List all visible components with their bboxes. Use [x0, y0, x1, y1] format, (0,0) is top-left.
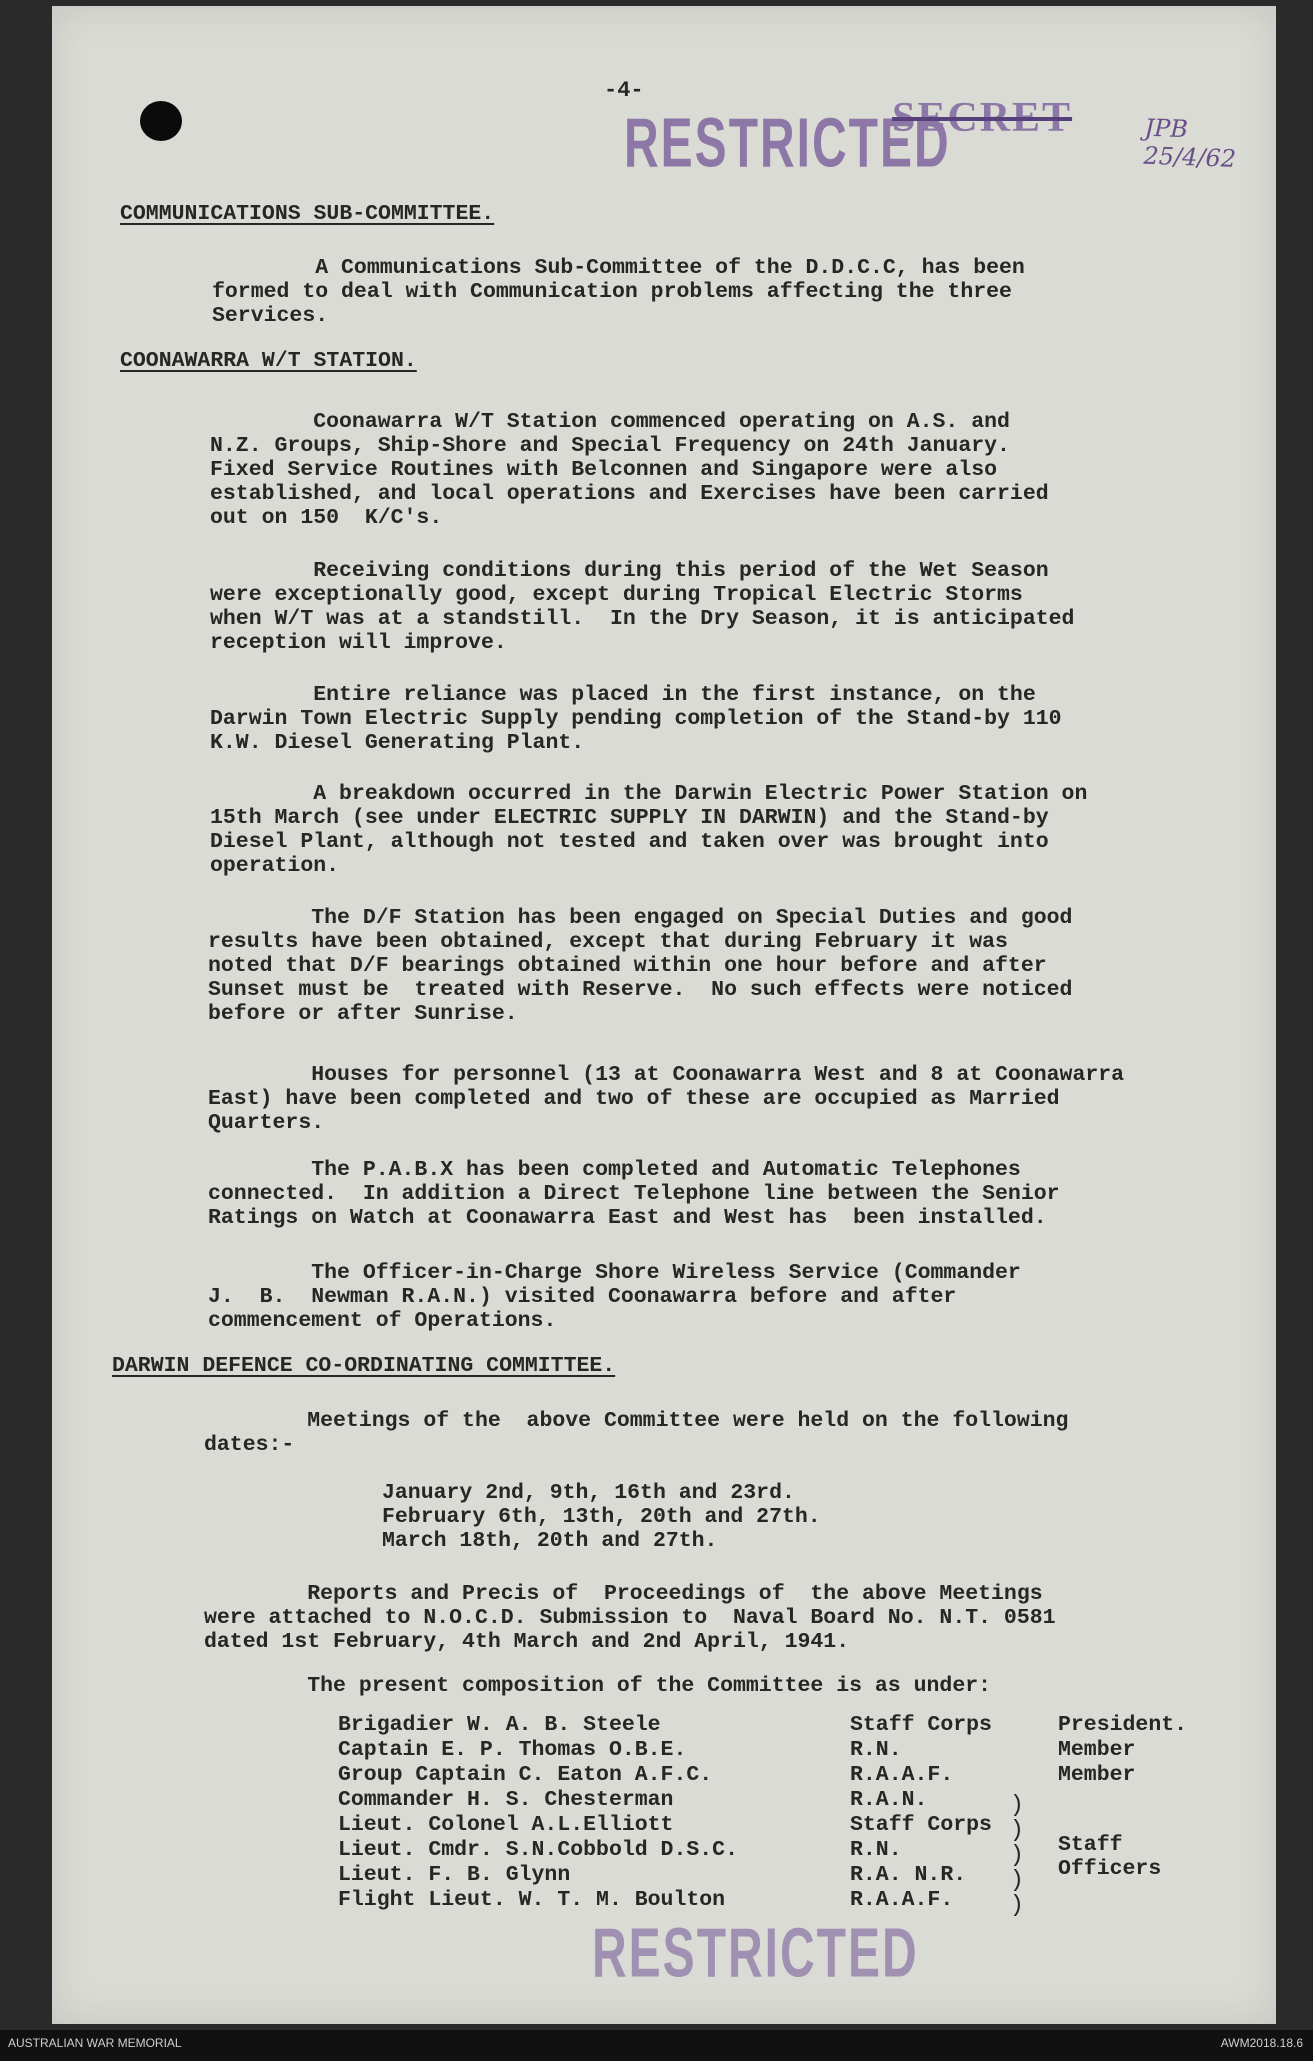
page-number: -4- [604, 78, 644, 103]
brace-mark: ) [1010, 1817, 1024, 1843]
brace-mark: ) [1010, 1842, 1024, 1868]
member-role: President. [1058, 1713, 1188, 1737]
document-page [52, 6, 1276, 2024]
member-name: Commander H. S. Chesterman [338, 1788, 674, 1812]
coonawarra-paragraph-1: Coonawarra W/T Station commenced operating on A.S. and N.Z. Groups, Ship-Shore and Special Frequency on 24th January. Fixed Service Routines with Belconnen and Singapore were also established, and local operations and Exercises have been carried out on 150 K/C's. [210, 410, 1049, 530]
member-role: Member [1058, 1763, 1136, 1787]
footer-accession-number: AWM2018.18.6 [1220, 2036, 1303, 2050]
staff-officers-label: Staff Officers [1058, 1833, 1162, 1881]
member-service: R.N. [850, 1838, 902, 1862]
coonawarra-paragraph-5: The D/F Station has been engaged on Special Duties and good results have been obtained, except that during February it was noted that D/F bearings obtained within one hour before and after Sunset must be treated with Reserve. No such effects were noticed before or after Sunrise. [208, 906, 1073, 1026]
member-name: Brigadier W. A. B. Steele [338, 1713, 661, 1737]
punch-hole [140, 101, 182, 141]
darwin-defence-paragraph-1: Meetings of the above Committee were held on the following dates:- [204, 1409, 1069, 1457]
coonawarra-paragraph-4: A breakdown occurred in the Darwin Electric Power Station on 15th March (see under ELECTRIC SUPPLY IN DARWIN) and the Stand-by Diesel Plant, although not tested and taken over was brought into operation. [210, 782, 1088, 878]
restricted-stamp-bottom: RESTRICTED [592, 1915, 919, 1993]
member-service: Staff Corps [850, 1713, 992, 1737]
member-service: R.A.N. [850, 1788, 928, 1812]
coonawarra-paragraph-3: Entire reliance was placed in the first instance, on the Darwin Town Electric Supply pending completion of the Stand-by 110 K.W. Diesel Generating Plant. [210, 683, 1062, 755]
member-service: R.A.A.F. [850, 1763, 954, 1787]
member-name: Group Captain C. Eaton A.F.C. [338, 1763, 713, 1787]
brace-mark: ) [1010, 1792, 1024, 1818]
footer-credit: AUSTRALIAN WAR MEMORIAL [8, 2036, 182, 2050]
member-name: Captain E. P. Thomas O.B.E. [338, 1738, 687, 1762]
member-service: R.A. N.R. [850, 1863, 967, 1887]
member-name: Flight Lieut. W. T. M. Boulton [338, 1888, 726, 1912]
brace-mark: ) [1010, 1892, 1024, 1918]
member-name: Lieut. Colonel A.L.Elliott [338, 1813, 674, 1837]
member-service: R.N. [850, 1738, 902, 1762]
member-name: Lieut. F. B. Glynn [338, 1863, 571, 1887]
member-role: Member [1058, 1738, 1136, 1762]
secret-stamp: SECRET [892, 95, 1073, 141]
coonawarra-paragraph-6: Houses for personnel (13 at Coonawarra West and 8 at Coonawarra East) have been completed and two of these are occupied as Married Quarters. [208, 1063, 1125, 1135]
darwin-defence-paragraph-2: Reports and Precis of Proceedings of the above Meetings were attached to N.O.C.D. Submission to Naval Board No. N.T. 0581 dated 1st February, 4th March and 2nd April, 1941. [204, 1582, 1056, 1654]
member-name: Lieut. Cmdr. S.N.Cobbold D.S.C. [338, 1838, 738, 1862]
meeting-dates: January 2nd, 9th, 16th and 23rd. February 6th, 13th, 20th and 27th. March 18th, 20th and 27th. [382, 1481, 821, 1553]
darwin-defence-paragraph-3: The present composition of the Committee is as under: [204, 1674, 992, 1698]
restricted-stamp-top: RESTRICTED [624, 105, 951, 183]
member-service: R.A.A.F. [850, 1888, 954, 1912]
handwritten-initials: JPB 25/4/62 [1143, 113, 1237, 173]
communications-heading: COMMUNICATIONS SUB-COMMITTEE. [120, 202, 495, 226]
coonawarra-paragraph-7: The P.A.B.X has been completed and Automatic Telephones connected. In addition a Direct Telephone line between the Senior Ratings on Watch at Coonawarra East and West has been installed. [208, 1158, 1060, 1230]
communications-paragraph: A Communications Sub-Committee of the D.D.C.C, has been formed to deal with Communication problems affecting the three Services. [212, 256, 1025, 328]
member-service: Staff Corps [850, 1813, 992, 1837]
darwin-defence-heading: DARWIN DEFENCE CO-ORDINATING COMMITTEE. [112, 1354, 616, 1378]
coonawarra-paragraph-8: The Officer-in-Charge Shore Wireless Service (Commander J. B. Newman R.A.N.) visited Coonawarra before and after commencement of Operations. [208, 1261, 1021, 1333]
brace-mark: ) [1010, 1867, 1024, 1893]
coonawarra-paragraph-2: Receiving conditions during this period of the Wet Season were exceptionally good, except during Tropical Electric Storms when W/T was at a standstill. In the Dry Season, it is anticipated reception will improve. [210, 559, 1075, 655]
coonawarra-heading: COONAWARRA W/T STATION. [120, 349, 417, 373]
